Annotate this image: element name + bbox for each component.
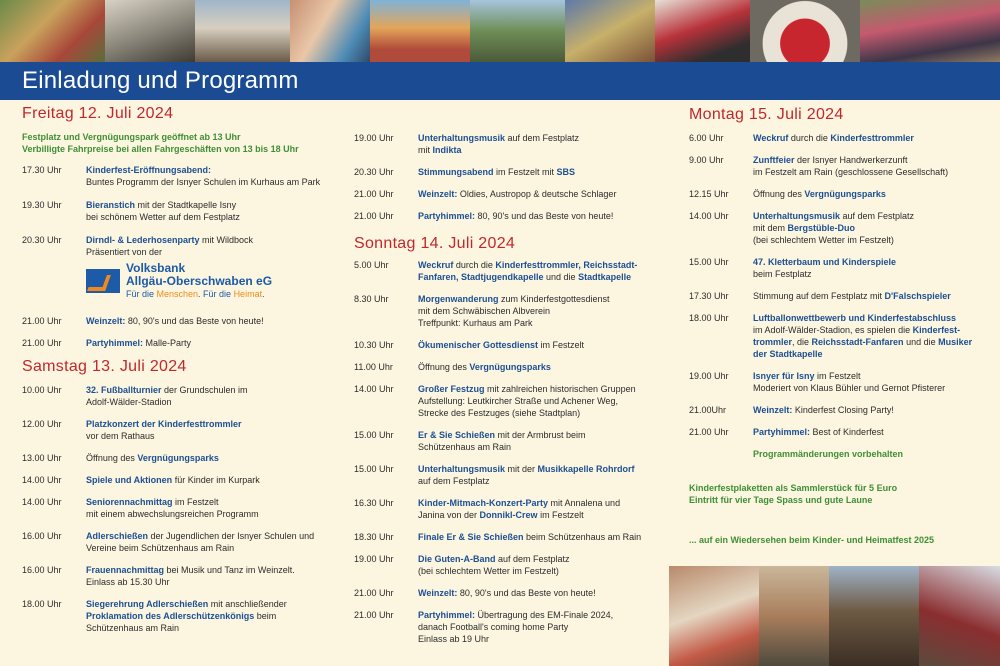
list-item: 11.00 Uhr Öffnung des Vergnügungsparks	[354, 362, 551, 372]
list-item: 21.00 Uhr Weinzelt: Oldies, Austropop & deutsche Schlager	[354, 189, 617, 199]
list-item: 9.00 Uhr Zunftfeier der Isnyer Handwerkerzunft im Festzelt am Rain (geschlossene Gesellschaft)	[689, 155, 949, 177]
page-title: Einladung und Programm	[22, 67, 299, 94]
list-item: 21.00 Uhr Weinzelt: 80, 90's und das Beste von heute!	[354, 588, 596, 598]
photo-collage-bottom	[669, 566, 1000, 666]
photo-heart-mascot	[750, 0, 860, 62]
list-item: 21.00 Uhr Weinzelt: 80, 90's und das Beste von heute!	[22, 316, 264, 326]
photo-children-costumes	[105, 0, 195, 62]
photo-child-with-bowl	[669, 566, 759, 666]
list-item: 14.00 Uhr Großer Festzug mit zahlreichen historischen Gruppen Aufstellung: Leutkircher Straße und Achener Weg, Strecke des Festzuges (siehe Stadtplan)	[354, 384, 636, 418]
list-item: 12.00 Uhr Platzkonzert der Kinderfesttrommler vor dem Rathaus	[22, 419, 242, 441]
list-item: 14.00 Uhr Unterhaltungsmusik auf dem Festplatz mit dem Bergstüble-Duo (bei schlechtem Wetter im Festzelt)	[689, 211, 915, 245]
list-item: 21.00 Uhr Partyhimmel: 80, 90's und das Beste von heute!	[354, 211, 614, 221]
entry-note: Eintritt für vier Tage Spass und gute Laune	[689, 495, 873, 505]
photo-fairground	[370, 0, 470, 62]
list-item: 6.00 Uhr Weckruf durch die Kinderfesttrommler	[689, 133, 914, 143]
list-item: 15.00 Uhr Unterhaltungsmusik mit der Musikkapelle Rohrdorf auf dem Festplatz	[354, 464, 635, 486]
list-item: 15.00 Uhr Er & Sie Schießen mit der Armbrust beim Schützenhaus am Rain	[354, 430, 586, 452]
list-item: 16.00 Uhr Frauennachmittag bei Musik und Tanz im Weinzelt. Einlass ab 15.30 Uhr	[22, 565, 295, 587]
column-saturday-evening-sunday	[354, 100, 674, 645]
photo-market-stalls	[565, 0, 655, 62]
photo-festival-parade	[0, 0, 105, 62]
list-item: 19.00 Uhr Unterhaltungsmusik auf dem Festplatz mit Indikta	[354, 133, 580, 155]
list-item: 10.30 Uhr Ökumenischer Gottesdienst im Festzelt	[354, 340, 585, 350]
photo-face-painting	[290, 0, 370, 62]
discount-note: Verbilligte Fahrpreise bei allen Fahrgeschäften von 13 bis 18 Uhr	[22, 144, 299, 154]
farewell-note: ... auf ein Wiedersehen beim Kinder- und Heimatfest 2025	[689, 535, 934, 545]
opening-note: Festplatz und Vergnügungspark geöffnet ab 13 Uhr	[22, 132, 241, 142]
list-item: 12.15 Uhr Öffnung des Vergnügungsparks	[689, 189, 886, 199]
list-item: 19.00 Uhr Isnyer für Isny im Festzelt Moderiert von Klaus Bühler und Gernot Pfisterer	[689, 371, 946, 393]
list-item: 16.00 Uhr Adlerschießen der Jugendlichen der Isnyer Schulen und Vereine beim Schützenhaus am Rain	[22, 531, 315, 553]
photo-horse-riders	[829, 566, 919, 666]
list-item: 21.00 Uhr Partyhimmel: Übertragung des EM-Finale 2024, danach Football's coming home Party Einlass ab 19 Uhr	[354, 610, 614, 644]
day-heading-monday: Montag 15. Juli 2024	[689, 106, 844, 123]
list-item: 21.00Uhr Weinzelt: Kinderfest Closing Party!	[689, 405, 894, 415]
photo-traditional-dress	[860, 0, 1000, 62]
photo-building-hat	[919, 566, 1000, 666]
list-item: 13.00 Uhr Öffnung des Vergnügungsparks	[22, 453, 219, 463]
list-item: 18.00 Uhr Luftballonwettbewerb und Kinderfestabschluss im Adolf-Wälder-Stadion, es spielen die Kinderfest- trommler, die Reichsstadt-Fanfaren und die Musiker der Stadtkapelle	[689, 313, 973, 359]
list-item: 10.00 Uhr 32. Fußballturnier der Grundschulen im Adolf-Wälder-Stadion	[22, 385, 248, 407]
volksbank-logo-icon	[86, 269, 120, 293]
list-item: 8.30 Uhr Morgenwanderung zum Kinderfestgottesdienst mit dem Schwäbischen Albverein Treffpunkt: Kurhaus am Park	[354, 294, 610, 328]
list-item: 5.00 Uhr Weckruf durch die Kinderfesttrommler, Reichsstadt- Fanfaren, Stadtjugendkapelle und die Stadtkapelle	[354, 260, 638, 282]
list-item: 16.30 Uhr Kinder-Mitmach-Konzert-Party mit Annalena und Janina von der Donnikl-Crew im Festzelt	[354, 498, 621, 520]
photo-drummers	[655, 0, 750, 62]
list-item: 19.00 Uhr Die Guten-A-Band auf dem Festplatz (bei schlechtem Wetter im Festzelt)	[354, 554, 570, 576]
day-heading-friday: Freitag 12. Juli 2024	[22, 105, 174, 122]
list-item: 17.30 Uhr Kinderfest-Eröffnungsabend: Buntes Programm der Isnyer Schulen im Kurhaus am Park	[22, 165, 321, 187]
list-item: 15.00 Uhr 47. Kletterbaum und Kinderspiele beim Festplatz	[689, 257, 897, 279]
list-item: 19.30 Uhr Bieranstich mit der Stadtkapelle Isny bei schönem Wetter auf dem Festplatz	[22, 200, 240, 222]
photo-street-crowd	[195, 0, 290, 62]
list-item: 18.00 Uhr Siegerehrung Adlerschießen mit anschließender Proklamation des Adlerschützenkönigs beim Schützenhaus am Rain	[22, 599, 287, 633]
list-item: 21.00 Uhr Partyhimmel: Best of Kinderfest	[689, 427, 884, 437]
list-item: 14.00 Uhr Seniorennachmittag im Festzelt mit einem abwechslungsreichen Programm	[22, 497, 259, 519]
sponsor-logo: Volksbank Allgäu-Oberschwaben eG Für die Menschen. Für die Heimat.	[86, 262, 342, 300]
day-heading-saturday: Samstag 13. Juli 2024	[22, 358, 187, 375]
list-item: 20.30 Uhr Stimmungsabend im Festzelt mit SBS	[354, 167, 576, 177]
list-item: 18.30 Uhr Finale Er & Sie Schießen beim Schützenhaus am Rain	[354, 532, 642, 542]
photo-festival-square	[470, 0, 565, 62]
list-item: 17.30 Uhr Stimmung auf dem Festplatz mit D'Falschspieler	[689, 291, 951, 301]
column-friday-saturday	[22, 100, 342, 634]
day-heading-sunday: Sonntag 14. Juli 2024	[354, 235, 516, 252]
photo-festival-procession	[759, 566, 829, 666]
list-item: 21.00 Uhr Partyhimmel: Malle-Party	[22, 338, 192, 348]
title-bar	[0, 62, 1000, 100]
program-change-note: Programmänderungen vorbehalten	[753, 449, 904, 459]
column-monday	[689, 100, 989, 546]
list-item: 14.00 Uhr Spiele und Aktionen für Kinder im Kurpark	[22, 475, 260, 485]
list-item: 20.30 Uhr Dirndl- & Lederhosenparty mit Wildbock Präsentiert von der	[22, 235, 254, 257]
badge-note: Kinderfestplaketten als Sammlerstück für 5 Euro	[689, 483, 898, 493]
photo-strip	[0, 0, 1000, 62]
